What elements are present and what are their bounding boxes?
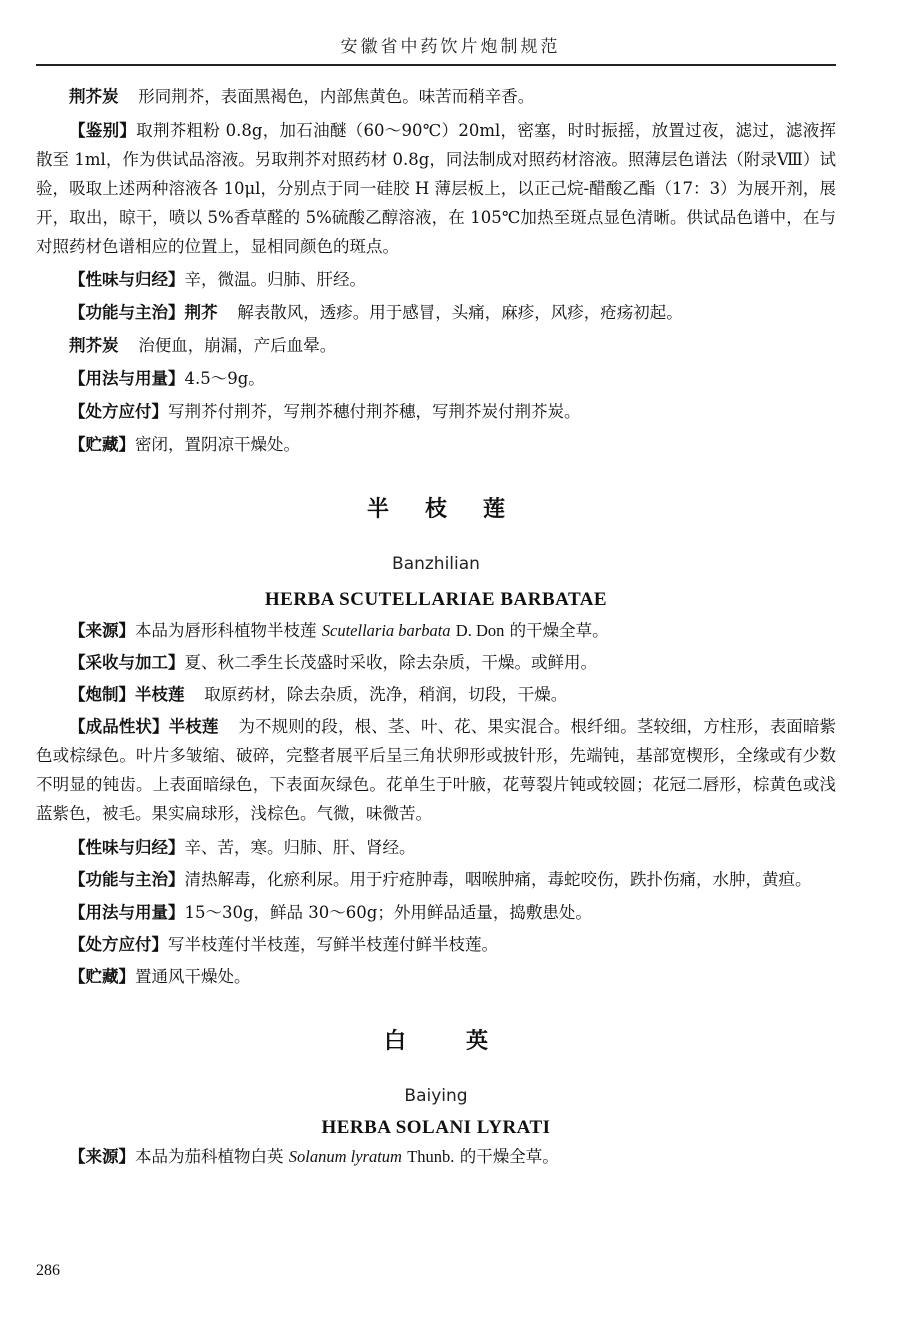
s1-nature-text: 辛、苦，寒。归肺、肝、肾经。 xyxy=(184,838,416,857)
section-latin-banzhilian: HERBA SCUTELLARIAE BARBATAE xyxy=(264,589,608,610)
function-carbonized-text: 治便血，崩漏，产后血晕。 xyxy=(138,336,337,355)
s1-storage-label: 【贮藏】 xyxy=(69,967,135,986)
identification-label: 【鉴别】 xyxy=(69,121,137,140)
char-carbonized-text: 形同荆芥，表面黑褐色，内部焦黄色。味苦而稍辛香。 xyxy=(138,87,535,106)
section-title-banzhilian: 半枝莲 xyxy=(366,497,541,522)
s1-storage-text: 置通风干燥处。 xyxy=(135,967,251,986)
page-number: 286 xyxy=(36,1262,60,1279)
function-paragraph xyxy=(36,298,836,327)
section-latin-baiying: HERBA SOLANI LYRATI xyxy=(321,1117,551,1138)
storage-label: 【贮藏】 xyxy=(69,435,135,454)
prescription-text: 写荆芥付荆芥，写荆芥穗付荆芥穗，写荆芥炭付荆芥炭。 xyxy=(168,402,581,421)
s1-source-post: 的干燥全草。 xyxy=(509,621,609,640)
s2-source-author: Thunb. xyxy=(407,1147,455,1166)
function-label: 【功能与主治】荆芥 xyxy=(69,303,218,322)
s1-process-label: 【炮制】半枝莲 xyxy=(69,685,185,704)
nature-paragraph xyxy=(36,265,836,294)
s1-harvest-text: 夏、秋二季生长茂盛时采收，除去杂质，干燥。或鲜用。 xyxy=(184,653,597,672)
s2-source-label: 【来源】 xyxy=(69,1147,135,1166)
dosage-text: 4.5～9g。 xyxy=(184,369,265,388)
prescription-paragraph xyxy=(36,397,836,426)
s1-function-label: 【功能与主治】 xyxy=(69,870,185,889)
identification-text: 取荆芥粗粉 0.8g，加石油醚（60～90℃）20ml，密塞，时时振摇，放置过夜，滤过，滤液挥散至 1ml，作为供试品溶液。另取荆芥对照药材 0.8g，同法制成对照药材溶液。照薄层色谱法（附录Ⅷ）试验，吸取上述两种溶液各 10μl，分别点于同一硅胶 H 薄层板上，以正己烷-醋酸乙酯（17：3）为展开剂，展开，取出，晾干，喷以 5%香草醛的 5%硫酸乙醇溶液，在 105℃加热至斑点显色清晰。供试品色谱中，在与对照药材色谱相应的位置上，显相同颜色的斑点。 xyxy=(36,121,836,256)
s1-source-pre: 本品为唇形科植物半枝莲 xyxy=(135,621,317,640)
s1-prescription-label: 【处方应付】 xyxy=(69,935,168,954)
nature-text: 辛，微温。归肺、肝经。 xyxy=(184,270,366,289)
s1-function-paragraph xyxy=(36,865,836,894)
storage-text: 密闭，置阴凉干燥处。 xyxy=(135,435,300,454)
s1-storage-paragraph xyxy=(36,962,836,991)
nature-label: 【性味与归经】 xyxy=(69,270,185,289)
s2-source-pre: 本品为茄科植物白英 xyxy=(135,1147,284,1166)
header-rule xyxy=(36,64,836,66)
section-pinyin-banzhilian: Banzhilian xyxy=(392,554,480,574)
s1-dosage-paragraph xyxy=(36,898,836,927)
s2-source-post: 的干燥全草。 xyxy=(459,1147,559,1166)
function-carbonized-paragraph xyxy=(36,331,836,360)
page-content xyxy=(36,80,836,1171)
s1-dosage-text: 15～30g，鲜品 30～60g；外用鲜品适量，捣敷患处。 xyxy=(184,903,592,922)
section-pinyin-baiying: Baiying xyxy=(404,1086,468,1106)
s1-process-text: 取原药材，除去杂质，洗净，稍润，切段，干燥。 xyxy=(204,685,568,704)
function-text: 解表散风，透疹。用于感冒，头痛，麻疹，风疹，疮疡初起。 xyxy=(237,303,683,322)
s1-prescription-text: 写半枝莲付半枝莲，写鲜半枝莲付鲜半枝莲。 xyxy=(168,935,498,954)
s1-char-text: 为不规则的段，根、茎、叶、花、果实混合。根纤细。茎较细，方柱形，表面暗紫色或棕绿色。叶片多皱缩、破碎，完整者展平后呈三角状卵形或披针形，先端钝，基部宽楔形，全缘或有少数不明显的钝齿。上表面暗绿色，下表面灰绿色。花单生于叶腋，花萼裂片钝或较圆；花冠二唇形，棕黄色或浅蓝紫色，被毛。果实扁球形，浅棕色。气微，味微苦。 xyxy=(36,717,837,823)
s1-source-paragraph xyxy=(36,616,836,645)
s1-source-author: D. Don xyxy=(455,621,505,640)
s2-source-paragraph xyxy=(36,1142,836,1171)
s2-source-latin: Solanum lyratum xyxy=(288,1147,402,1166)
s1-function-text: 清热解毒，化瘀利尿。用于疔疮肿毒，咽喉肿痛，毒蛇咬伤，跌扑伤痛，水肿，黄疸。 xyxy=(184,870,812,889)
dosage-paragraph xyxy=(36,364,836,393)
storage-paragraph xyxy=(36,430,836,459)
s1-process-paragraph xyxy=(36,680,836,709)
char-carbonized-label: 荆芥炭 xyxy=(69,87,119,106)
s1-nature-paragraph xyxy=(36,833,836,862)
dosage-label: 【用法与用量】 xyxy=(69,369,185,388)
s1-harvest-label: 【采收与加工】 xyxy=(69,653,185,672)
s1-harvest-paragraph xyxy=(36,648,836,677)
section-title-baiying: 白英 xyxy=(383,1029,548,1054)
s1-nature-label: 【性味与归经】 xyxy=(69,838,185,857)
s1-prescription-paragraph xyxy=(36,930,836,959)
header-title: 安徽省中药饮片炮制规范 xyxy=(340,37,561,57)
s1-source-latin: Scutellaria barbata xyxy=(321,621,451,640)
prescription-label: 【处方应付】 xyxy=(69,402,168,421)
s1-source-label: 【来源】 xyxy=(69,621,135,640)
s1-char-paragraph xyxy=(36,712,836,828)
identification-paragraph xyxy=(36,116,836,261)
s1-dosage-label: 【用法与用量】 xyxy=(69,903,185,922)
function-carbonized-label: 荆芥炭 xyxy=(69,336,119,355)
char-carbonized-paragraph xyxy=(36,82,836,111)
s1-char-label: 【成品性状】半枝莲 xyxy=(69,717,219,736)
